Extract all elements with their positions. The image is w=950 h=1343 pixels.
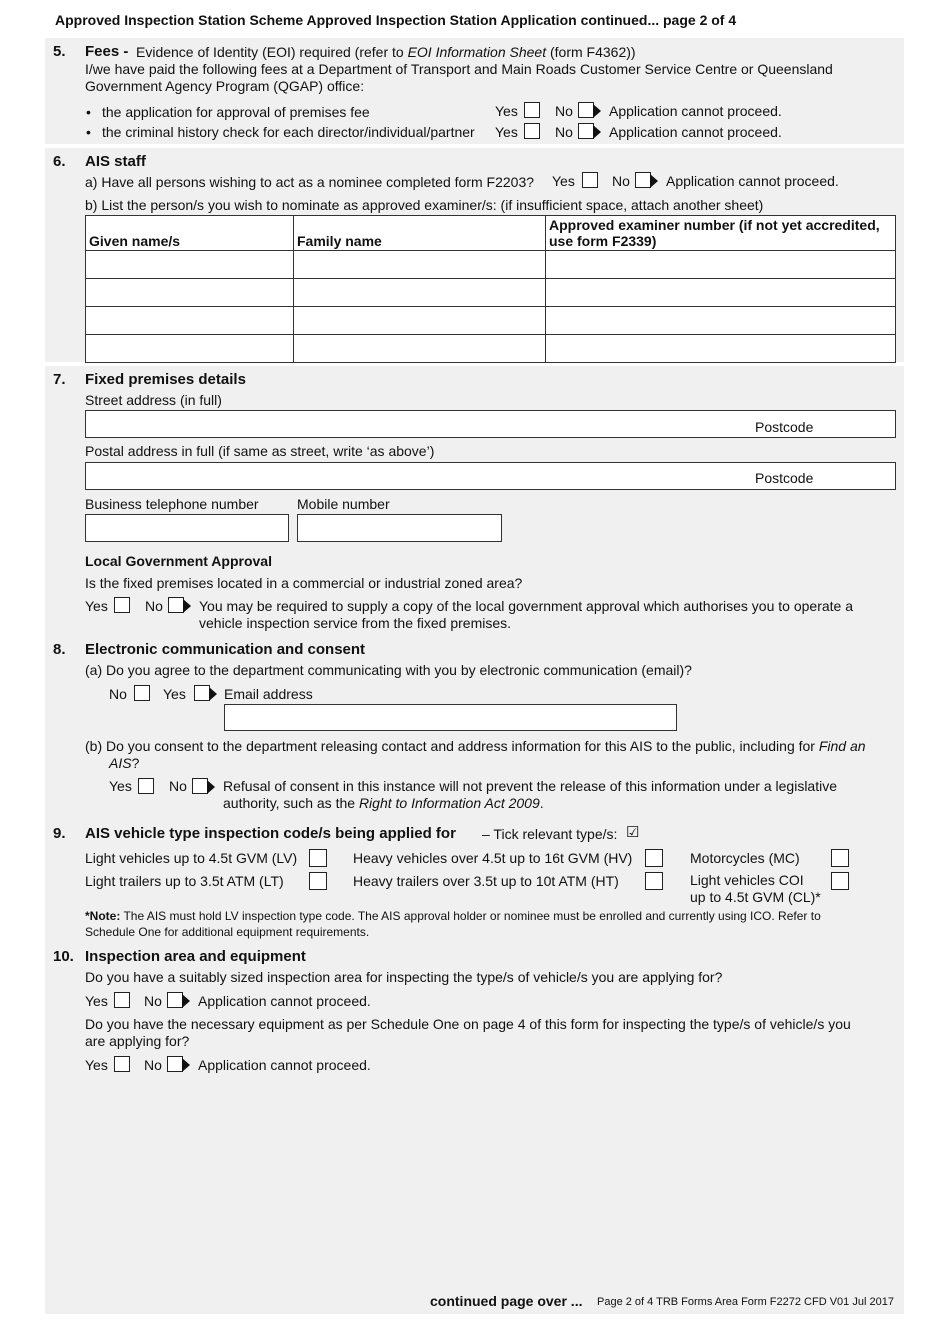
street-address-label: Street address (in full): [85, 392, 222, 408]
refusal-note-line-2: authority, such as the Right to Information Act 2009.: [223, 795, 544, 811]
lga-yes-checkbox[interactable]: [114, 597, 130, 613]
type-hv-label: Heavy vehicles over 4.5t up to 16t GVM (HV): [353, 850, 633, 866]
inspection-area-question: Do you have a suitably sized inspection area for inspecting the type/s of vehicle/s you are applying for?: [85, 969, 723, 985]
area-no-checkbox[interactable]: [167, 992, 183, 1008]
postal-address-label: Postal address in full (if same as street, write ‘as above’): [85, 443, 435, 459]
email-no-checkbox[interactable]: [134, 685, 150, 701]
equipment-no-label: No: [144, 1057, 162, 1073]
lga-note-line-2: vehicle inspection service from the fixed premises.: [199, 615, 512, 631]
table-cell[interactable]: [546, 335, 896, 363]
lga-yes-label: Yes: [85, 598, 108, 614]
fee-premises-note: Application cannot proceed.: [609, 103, 782, 119]
table-cell[interactable]: [294, 335, 546, 363]
bullet: •: [86, 124, 91, 140]
section-9-note-line-1: *Note: The AIS must hold LV inspection type code. The AIS approval holder or nominee must be enrolled and currently using ICO. Refer to: [85, 909, 821, 923]
section-10-title: Inspection area and equipment: [85, 948, 306, 965]
column-family-name: Family name: [294, 216, 546, 251]
table-cell[interactable]: [86, 307, 294, 335]
email-yes-checkbox[interactable]: [194, 685, 210, 701]
fee-premises-yes-checkbox[interactable]: [524, 102, 540, 118]
release-no-checkbox[interactable]: [192, 778, 208, 794]
type-cl-label-line-1: Light vehicles COI: [690, 872, 804, 888]
table-cell[interactable]: [546, 279, 896, 307]
table-row: [86, 279, 896, 307]
checked-box-icon: ☑: [626, 824, 640, 841]
street-postcode-label: Postcode: [755, 419, 814, 435]
area-yes-label: Yes: [85, 993, 108, 1009]
nominee-yes-checkbox[interactable]: [582, 172, 598, 188]
table-row: [86, 335, 896, 363]
area-yes-checkbox[interactable]: [114, 992, 130, 1008]
table-cell[interactable]: [86, 279, 294, 307]
mobile-label: Mobile number: [297, 496, 390, 512]
nominee-no-label: No: [612, 173, 630, 189]
nominee-no-checkbox[interactable]: [635, 172, 651, 188]
column-examiner-number: Approved examiner number (if not yet accredited, use form F2339): [546, 216, 896, 251]
type-ht-checkbox[interactable]: [645, 872, 663, 890]
fee-criminal-note: Application cannot proceed.: [609, 124, 782, 140]
refusal-note-line-1: Refusal of consent in this instance will not prevent the release of this information under a legislative: [223, 778, 838, 794]
mobile-input[interactable]: [297, 514, 502, 542]
type-mc-checkbox[interactable]: [831, 849, 849, 867]
section-10-number: 10.: [53, 948, 74, 965]
table-cell[interactable]: [546, 307, 896, 335]
section-9-note-line-2: Schedule One for additional equipment requirements.: [85, 925, 370, 939]
equipment-note: Application cannot proceed.: [198, 1057, 371, 1073]
type-hv-checkbox[interactable]: [645, 849, 663, 867]
lga-no-checkbox[interactable]: [168, 597, 184, 613]
table-cell[interactable]: [294, 279, 546, 307]
section-9-number: 9.: [53, 825, 66, 842]
section-5-number: 5.: [53, 43, 66, 60]
fee-criminal-no-checkbox[interactable]: [578, 123, 594, 139]
column-given-name: Given name/s: [86, 216, 294, 251]
table-cell[interactable]: [86, 251, 294, 279]
table-row: [86, 251, 896, 279]
nominee-note: Application cannot proceed.: [666, 173, 839, 189]
release-no-label: No: [169, 778, 187, 794]
page-header: Approved Inspection Station Scheme Approved Inspection Station Application continued... page 2 of 4: [55, 12, 737, 28]
fee-item-premises: the application for approval of premises fee: [102, 104, 370, 120]
lga-title: Local Government Approval: [85, 553, 272, 569]
equipment-question-line-2: are applying for?: [85, 1033, 190, 1049]
equipment-yes-label: Yes: [85, 1057, 108, 1073]
type-lv-checkbox[interactable]: [309, 849, 327, 867]
eoi-line: Evidence of Identity (EOI) required (refer to EOI Information Sheet (form F4362)): [136, 44, 636, 60]
equipment-no-checkbox[interactable]: [167, 1056, 183, 1072]
type-cl-checkbox[interactable]: [831, 872, 849, 890]
fee-item-criminal-check: the criminal history check for each director/individual/partner: [102, 124, 475, 140]
section-6-number: 6.: [53, 153, 66, 170]
lga-question: Is the fixed premises located in a commercial or industrial zoned area?: [85, 575, 523, 591]
section-6-title: AIS staff: [85, 153, 146, 170]
release-consent-question-end: AIS?: [109, 755, 140, 771]
business-phone-input[interactable]: [85, 514, 289, 542]
bullet: •: [86, 104, 91, 120]
section-8-number: 8.: [53, 641, 66, 658]
table-cell[interactable]: [86, 335, 294, 363]
fees-line-2: I/we have paid the following fees at a Department of Transport and Main Roads Customer Service Centre or Queensland: [85, 61, 833, 77]
table-cell[interactable]: [294, 251, 546, 279]
form-meta: Page 2 of 4 TRB Forms Area Form F2272 CFD V01 Jul 2017: [597, 1296, 894, 1308]
fee-premises-no-label: No: [555, 103, 573, 119]
section-7-number: 7.: [53, 371, 66, 388]
fee-criminal-no-label: No: [555, 124, 573, 140]
email-consent-question: (a) Do you agree to the department communicating with you by electronic communication (email)?: [85, 662, 692, 678]
section-7-title: Fixed premises details: [85, 371, 246, 388]
equipment-question-line-1: Do you have the necessary equipment as per Schedule One on page 4 of this form for inspecting the type/s of vehicle/s you: [85, 1016, 851, 1032]
business-phone-label: Business telephone number: [85, 496, 259, 512]
section-8-title: Electronic communication and consent: [85, 641, 366, 658]
email-yes-label: Yes: [163, 686, 186, 702]
lga-no-label: No: [145, 598, 163, 614]
examiner-table-header: [86, 216, 896, 251]
fee-premises-no-checkbox[interactable]: [578, 102, 594, 118]
area-no-label: No: [144, 993, 162, 1009]
type-cl-label-line-2: up to 4.5t GVM (CL)*: [690, 889, 821, 905]
fees-line-3: Government Agency Program (QGAP) office:: [85, 78, 365, 94]
table-row: [86, 307, 896, 335]
examiner-question: b) List the person/s you wish to nominate as approved examiner/s: (if insufficient space, attach another sheet): [85, 197, 764, 213]
type-lv-label: Light vehicles up to 4.5t GVM (LV): [85, 850, 298, 866]
type-lt-label: Light trailers up to 3.5t ATM (LT): [85, 873, 284, 889]
fee-criminal-yes-checkbox[interactable]: [524, 123, 540, 139]
type-ht-label: Heavy trailers over 3.5t up to 10t ATM (HT): [353, 873, 619, 889]
fee-criminal-yes-label: Yes: [495, 124, 518, 140]
email-address-input[interactable]: [224, 704, 677, 731]
section-9-title: AIS vehicle type inspection code/s being applied for: [85, 825, 456, 842]
release-yes-label: Yes: [109, 778, 132, 794]
email-address-label: Email address: [224, 686, 313, 702]
examiner-table: [85, 215, 896, 363]
type-mc-label: Motorcycles (MC): [690, 850, 800, 866]
area-note: Application cannot proceed.: [198, 993, 371, 1009]
lga-note-line-1: You may be required to supply a copy of the local government approval which authorises you to operate a: [199, 598, 853, 614]
continued-label: continued page over ...: [430, 1293, 583, 1309]
table-cell[interactable]: [546, 251, 896, 279]
section-5-title: Fees -: [85, 43, 129, 60]
postal-postcode-label: Postcode: [755, 470, 814, 486]
nominee-question: a) Have all persons wishing to act as a nominee completed form F2203?: [85, 174, 535, 190]
equipment-yes-checkbox[interactable]: [114, 1056, 130, 1072]
email-no-label: No: [109, 686, 127, 702]
section-9-subtitle: – Tick relevant type/s:: [482, 826, 618, 842]
nominee-yes-label: Yes: [552, 173, 575, 189]
type-lt-checkbox[interactable]: [309, 872, 327, 890]
release-yes-checkbox[interactable]: [138, 778, 154, 794]
fee-premises-yes-label: Yes: [495, 103, 518, 119]
table-cell[interactable]: [294, 307, 546, 335]
release-consent-question: (b) Do you consent to the department releasing contact and address information for this AIS to the public, including for Find an: [85, 738, 866, 754]
